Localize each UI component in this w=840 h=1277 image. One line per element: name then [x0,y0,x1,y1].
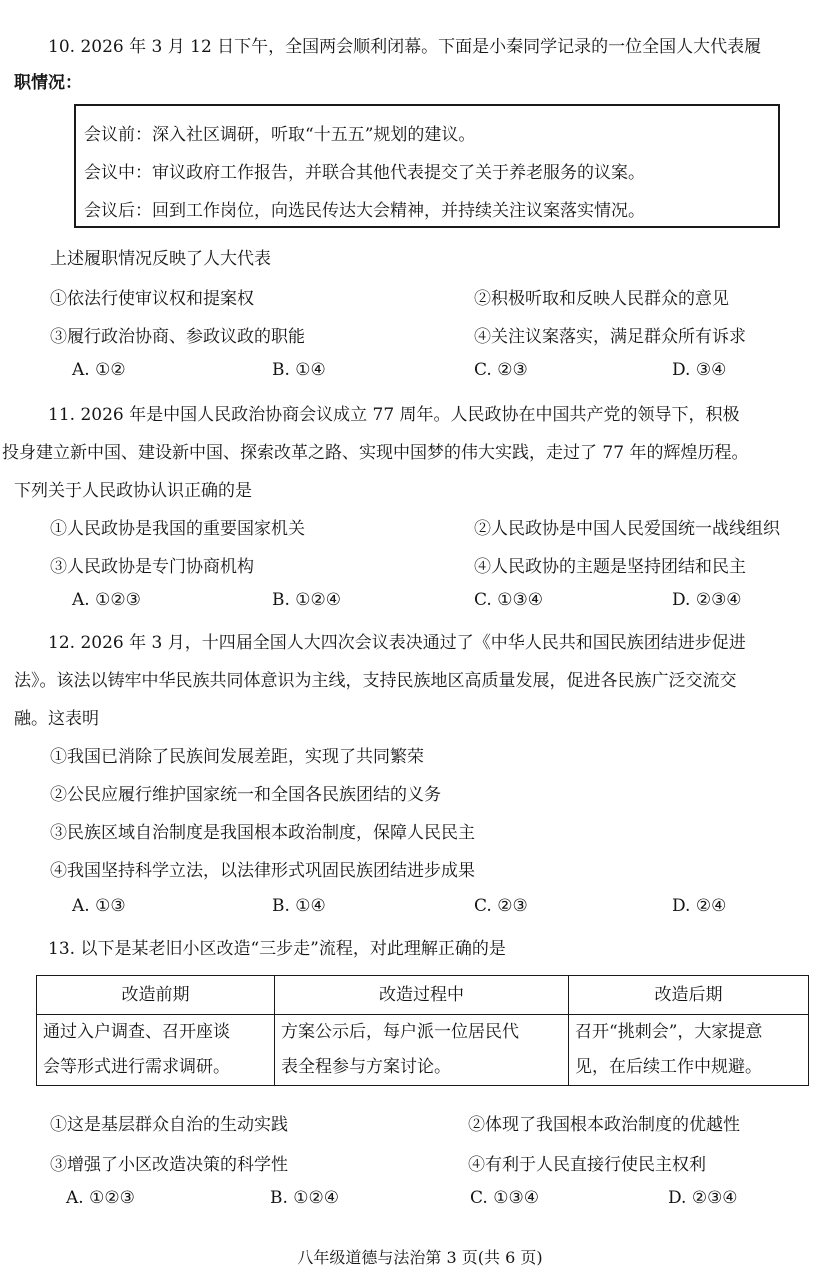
q11-choice-a[interactable]: A. ①②③ [72,590,141,610]
q13-choice-a[interactable]: A. ①②③ [66,1188,135,1208]
q13-stem: 13. 以下是某老旧小区改造“三步走”流程，对此理解正确的是 [48,939,506,959]
q10-choice-b[interactable]: B. ①④ [272,360,326,380]
q11-statement-1: ①人民政协是我国的重要国家机关 [50,519,305,539]
q10-choice-c[interactable]: C. ②③ [474,360,528,380]
q13-statement-1: ①这是基层群众自治的生动实践 [50,1115,288,1135]
page-footer: 八年级道德与法治第 3 页(共 6 页) [297,1248,543,1267]
q10-stem-line2: 职情况： [14,73,82,93]
q12-statement-1: ①我国已消除了民族间发展差距，实现了共同繁荣 [50,747,424,767]
q13-table-header-1: 改造前期 [37,976,275,1015]
q13-table-cell-2 [275,1015,569,1086]
q13-table-cell-3 [569,1015,809,1086]
q13-table-header-2: 改造过程中 [275,976,569,1015]
q11-choice-b[interactable]: B. ①②④ [272,590,342,610]
q13-choice-b[interactable]: B. ①②④ [270,1188,340,1208]
q13-cell-3-line1: 召开“挑刺会”，大家提意 [575,1022,763,1042]
q12-stem-line2: 法》。该法以铸牢中华民族共同体意识为主线，支持民族地区高质量发展，促进各民族广泛交流交 [14,671,737,691]
q12-choice-d[interactable]: D. ②④ [672,896,727,916]
q12-stem-line3: 融。这表明 [14,709,99,729]
q10-statement-4: ④关注议案落实，满足群众所有诉求 [474,327,746,347]
q10-statement-2: ②积极听取和反映人民群众的意见 [474,289,729,309]
q13-cell-3-line2: 见，在后续工作中规避。 [575,1057,762,1077]
q13-cell-2-line1: 方案公示后，每户派一位居民代 [281,1022,519,1042]
q13-table-header-3: 改造后期 [569,976,809,1015]
q12-statement-4: ④我国坚持科学立法，以法律形式巩固民族团结进步成果 [50,861,475,881]
q11-choice-d[interactable]: D. ②③④ [672,590,742,610]
q13-cell-1-line1: 通过入户调查、召开座谈 [43,1022,230,1042]
q13-cell-2-line2: 表全程参与方案讨论。 [281,1057,451,1077]
q10-box-line1: 会议前：深入社区调研，听取“十五五”规划的建议。 [84,125,476,145]
q13-statement-2: ②体现了我国根本政治制度的优越性 [468,1115,740,1135]
q10-choice-a[interactable]: A. ①② [72,360,126,380]
q12-statement-2: ②公民应履行维护国家统一和全国各民族团结的义务 [50,785,441,805]
q13-renovation-table [36,975,809,1086]
q11-stem-line1: 11. 2026 年是中国人民政治协商会议成立 77 周年。人民政协在中国共产党的领导下，积极 [48,405,740,425]
q11-choice-c[interactable]: C. ①③④ [474,590,543,610]
q10-stem-line1: 10. 2026 年 3 月 12 日下午，全国两会顺利闭幕。下面是小秦同学记录的一位全国人大代表履 [48,37,762,57]
q10-statement-3: ③履行政治协商、参政议政的职能 [50,327,305,347]
q10-statement-1: ①依法行使审议权和提案权 [50,289,254,309]
q13-statement-4: ④有利于人民直接行使民主权利 [468,1155,706,1175]
q11-stem-line2: 投身建立新中国、建设新中国、探索改革之路、实现中国梦的伟大实践，走过了 77 年的辉煌历程。 [2,443,749,463]
q10-prompt: 上述履职情况反映了人大代表 [50,249,271,269]
q11-statement-3: ③人民政协是专门协商机构 [50,557,254,577]
q12-choice-b[interactable]: B. ①④ [272,896,326,916]
q12-stem-line1: 12. 2026 年 3 月，十四届全国人大四次会议表决通过了《中华人民共和国民族团结进步促进 [48,633,746,653]
q11-statement-2: ②人民政协是中国人民爱国统一战线组织 [474,519,780,539]
q10-choice-d[interactable]: D. ③④ [672,360,727,380]
q13-cell-1-line2: 会等形式进行需求调研。 [43,1057,230,1077]
q12-choice-c[interactable]: C. ②③ [474,896,528,916]
q13-statement-3: ③增强了小区改造决策的科学性 [50,1155,288,1175]
q10-box-line3: 会议后：回到工作岗位，向选民传达大会精神，并持续关注议案落实情况。 [84,201,645,221]
q13-table-cell-1 [37,1015,275,1086]
q13-choice-c[interactable]: C. ①③④ [470,1188,539,1208]
q11-statement-4: ④人民政协的主题是坚持团结和民主 [474,557,746,577]
q12-statement-3: ③民族区域自治制度是我国根本政治制度，保障人民民主 [50,823,475,843]
q10-record-box [74,104,780,228]
q12-choice-a[interactable]: A. ①③ [72,896,126,916]
q13-choice-d[interactable]: D. ②③④ [668,1188,738,1208]
q11-stem-line3: 下列关于人民政协认识正确的是 [14,481,252,501]
q10-box-line2: 会议中：审议政府工作报告，并联合其他代表提交了关于养老服务的议案。 [84,163,645,183]
